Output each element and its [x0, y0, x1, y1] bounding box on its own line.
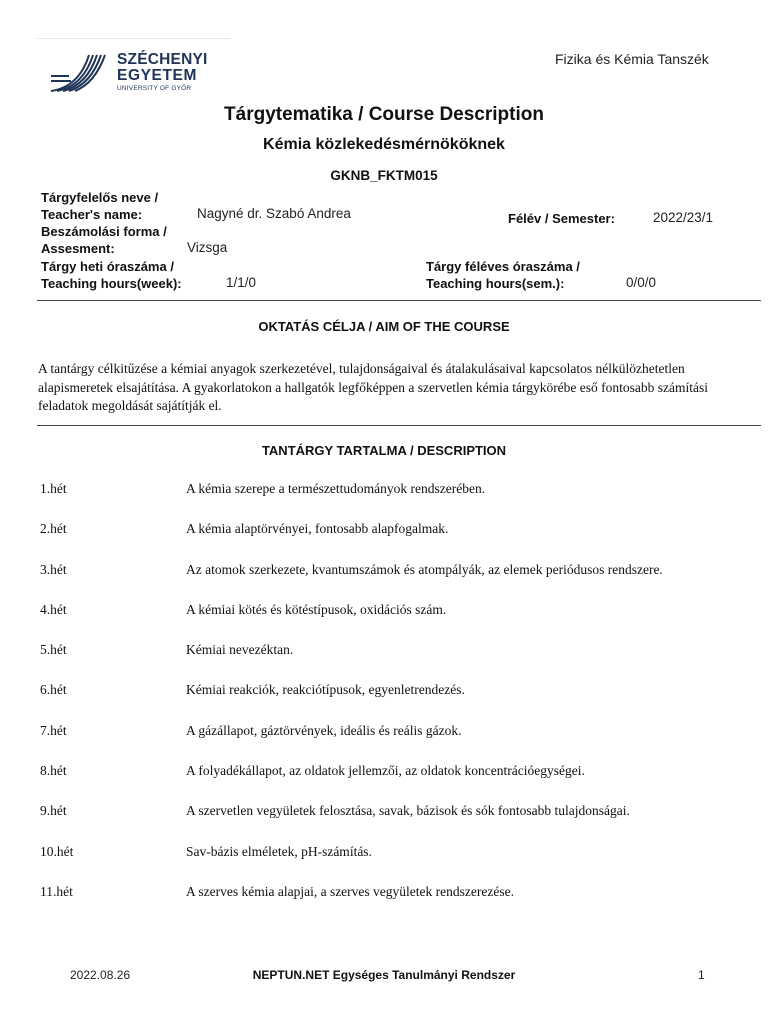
- semester-label: Félév / Semester:: [508, 211, 615, 226]
- divider: [37, 425, 761, 426]
- weekly-hours-label: [41, 258, 182, 292]
- teacher-value: Nagyné dr. Szabó Andrea: [197, 206, 351, 221]
- teacher-label-hu: Tárgyfelelős neve /: [41, 190, 159, 205]
- aim-text: A tantárgy célkitűzése a kémiai anyagok szerkezetével, tulajdonságaival és átalakulásaival kapcsolatos nélkülözhetetlen alapismeretek elsajátítása. A gyakorlatokon a hallgatók legfőképpen a szervetlen kémia tárgykörébe eső fontosabb számítási feladatok megoldását sajátítják el.: [38, 361, 709, 413]
- course-code: GKNB_FKTM015: [330, 168, 438, 183]
- teacher-label: [41, 189, 158, 223]
- footer-system-name: NEPTUN.NET Egységes Tanulmányi Rendszer: [252, 968, 516, 982]
- semester-hours-value: 0/0/0: [626, 275, 657, 290]
- course-title: Kémia közlekedésmérnököknek: [263, 136, 505, 153]
- university-logo: [37, 38, 230, 101]
- week-label: 10.hét: [40, 844, 74, 859]
- assessment-label-hu: Beszámolási forma /: [41, 224, 167, 239]
- week-label: 6.hét: [40, 682, 67, 697]
- page-number: 1: [698, 968, 705, 982]
- logo-text-line2: EGYETEM: [117, 67, 197, 84]
- week-label: 1.hét: [40, 481, 67, 496]
- semester-hours-label-en: Teaching hours(sem.):: [426, 276, 565, 291]
- department-name: Fizika és Kémia Tanszék: [555, 51, 709, 67]
- document-title: Tárgytematika / Course Description: [224, 104, 544, 125]
- footer-date: 2022.08.26: [70, 968, 131, 982]
- week-topic: Kémiai nevezéktan.: [186, 642, 294, 657]
- week-topic: A szerves kémia alapjai, a szerves vegyületek rendszerezése.: [186, 884, 514, 899]
- week-topic: A kémiai kötés és kötéstípusok, oxidációs szám.: [186, 602, 447, 617]
- aim-heading: OKTATÁS CÉLJA / AIM OF THE COURSE: [258, 319, 510, 334]
- assessment-label: [41, 223, 167, 257]
- weekly-hours-label-hu: Tárgy heti óraszáma /: [41, 259, 174, 274]
- semester-hours-label-hu: Tárgy féléves óraszáma /: [426, 259, 580, 274]
- week-topic: A kémia szerepe a természettudományok rendszerében.: [186, 481, 486, 496]
- divider: [37, 300, 761, 301]
- logo-text-line1: SZÉCHENYI: [117, 51, 208, 68]
- assessment-value: Vizsga: [187, 240, 228, 255]
- week-label: 2.hét: [40, 521, 67, 536]
- week-topic: A folyadékállapot, az oldatok jellemzői, az oldatok koncentrációegységei.: [186, 763, 585, 778]
- assessment-label-en: Assesment:: [41, 241, 115, 256]
- week-topic: Sav-bázis elméletek, pH-számítás.: [186, 844, 372, 859]
- week-label: 8.hét: [40, 763, 67, 778]
- week-label: 5.hét: [40, 642, 67, 657]
- university-emblem-icon: [49, 51, 111, 93]
- week-label: 9.hét: [40, 803, 67, 818]
- week-topic: A gázállapot, gáztörvények, ideális és reális gázok.: [186, 723, 462, 738]
- week-label: 7.hét: [40, 723, 67, 738]
- week-label: 11.hét: [40, 884, 73, 899]
- semester-value: 2022/23/1: [653, 210, 714, 225]
- week-topic: Kémiai reakciók, reakciótípusok, egyenletrendezés.: [186, 682, 465, 697]
- week-label: 3.hét: [40, 562, 67, 577]
- week-label: 4.hét: [40, 602, 67, 617]
- weekly-hours-label-en: Teaching hours(week):: [41, 276, 182, 291]
- week-topic: Az atomok szerkezete, kvantumszámok és atompályák, az elemek periódusos rendszere.: [186, 562, 663, 577]
- teacher-label-en: Teacher's name:: [41, 207, 143, 222]
- logo-text-line3: UNIVERSITY OF GYŐR: [117, 85, 192, 92]
- semester-hours-label: [426, 258, 580, 292]
- week-topic: A szervetlen vegyületek felosztása, savak, bázisok és sók fontosabb tulajdonságai.: [186, 803, 630, 818]
- weekly-hours-value: 1/1/0: [226, 275, 257, 290]
- description-heading: TANTÁRGY TARTALMA / DESCRIPTION: [261, 443, 507, 458]
- week-topic: A kémia alaptörvényei, fontosabb alapfogalmak.: [186, 521, 449, 536]
